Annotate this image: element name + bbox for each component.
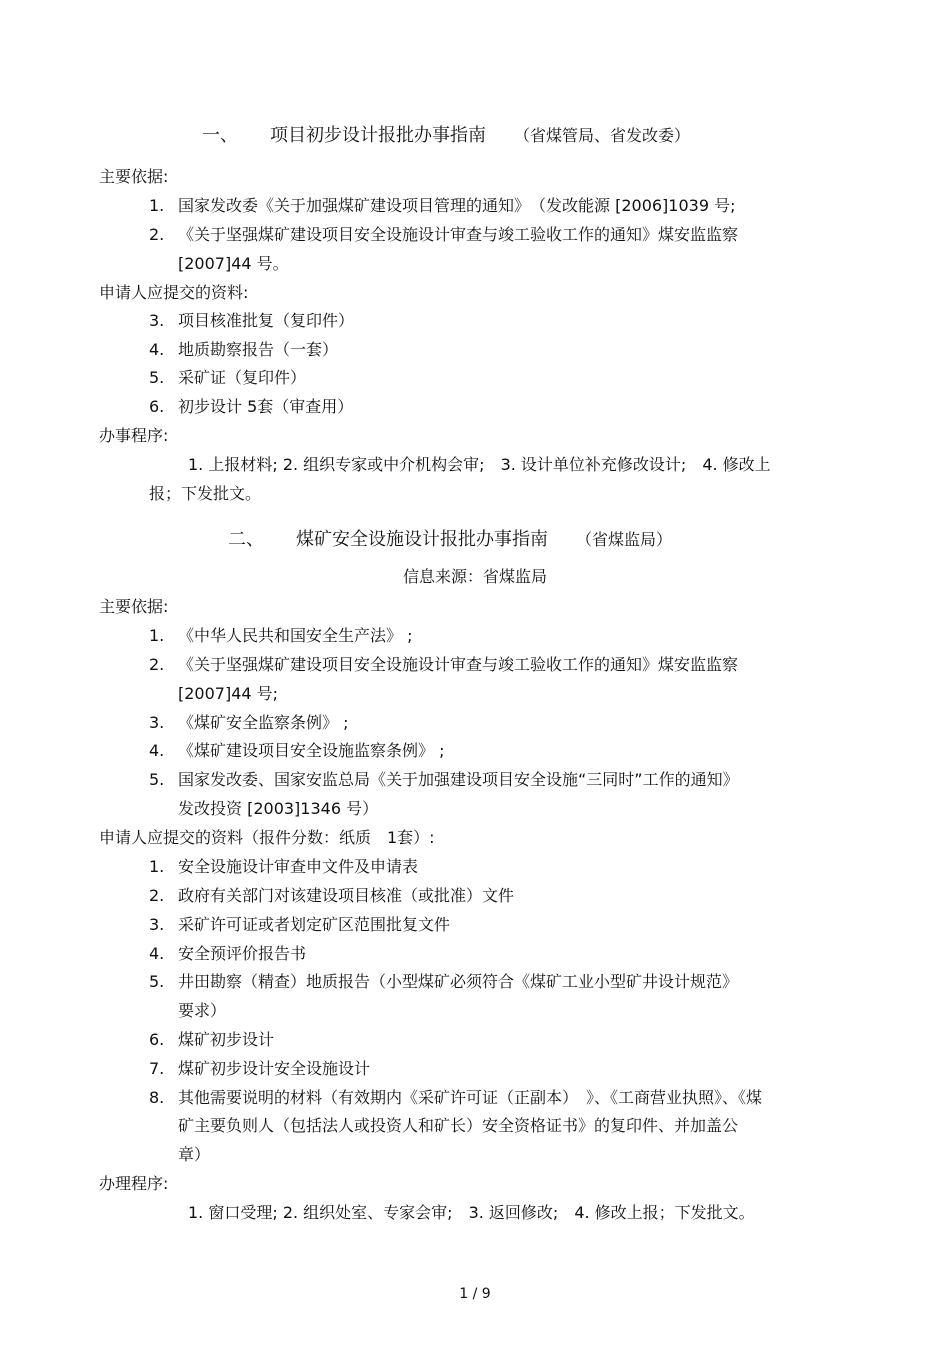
section1-procedure-line2: 报；下发批文。 [149,484,262,503]
section1-material-item-3: 3. 项目核准批复（复印件） [149,311,355,330]
section2-procedure-label: 办理程序: [99,1174,169,1193]
section2-material-item-8: 8. 其他需要说明的材料（有效期内《采矿许可证（正副本） 》、《工商营业执照》、《煤 [149,1088,763,1107]
section2-material-item-8-cont2: 章） [178,1145,211,1164]
section2-basis-item-1: 1. 《中华人民共和国安全生产法》 ; [149,626,413,645]
section2-material-item-6: 6. 煤矿初步设计 [149,1030,275,1049]
section1-basis-label: 主要依据: [99,167,169,186]
section2-materials-label: 申请人应提交的资料（报件分数：纸质 1套）: [99,828,435,847]
section2-basis-item-4: 4. 《煤矿建设项目安全设施监察条例》 ; [149,741,445,760]
section2-material-item-1: 1. 安全设施设计审查申文件及申请表 [149,857,419,876]
section2-material-item-4: 4. 安全预评价报告书 [149,944,307,963]
section2-material-item-3: 3. 采矿许可证或者划定矿区范围批复文件 [149,915,451,934]
section2-source: 信息来源：省煤监局 [402,567,547,586]
section2-basis-item-2-cont: [2007]44 号; [178,684,279,703]
section2-material-item-5: 5. 井田勘察（精查）地质报告（小型煤矿必须符合《煤矿工业小型矿井设计规范》 [149,972,739,991]
section1-basis-item-2: 2. 《关于坚强煤矿建设项目安全设施设计审查与竣工验收工作的通知》煤安监监察 [149,225,739,244]
section2-material-item-8-cont: 矿主要负则人（包括法人或投资人和矿长）安全资格证书》的复印件、并加盖公 [178,1116,739,1135]
section1-authority: （省煤管局、省发改委） [514,126,691,145]
section1-material-item-6: 6. 初步设计 5套（审查用） [149,397,354,416]
section1-procedure-label: 办事程序: [99,426,169,445]
section1-materials-label: 申请人应提交的资料: [99,283,249,302]
section2-basis-item-5: 5. 国家发改委、国家安监总局《关于加强建设项目安全设施“三同时”工作的通知》 [149,770,739,789]
section2-number: 二、 [228,529,264,550]
section2-material-item-2: 2. 政府有关部门对该建设项目核准（或批准）文件 [149,886,515,905]
section1-basis-item-1: 1. 国家发改委《关于加强煤矿建设项目管理的通知》 （发改能源 [2006]1039 号; [149,196,736,215]
section2-heading [228,530,672,550]
section2-basis-item-2: 2. 《关于坚强煤矿建设项目安全设施设计审查与竣工验收工作的通知》煤安监监察 [149,655,739,674]
section2-basis-item-5-cont: 发改投资 [2003]1346 号） [178,799,379,818]
section2-title: 煤矿安全设施设计报批办事指南 [296,529,548,550]
page-number: 1 / 9 [459,1286,491,1302]
section2-basis-label: 主要依据: [99,597,169,616]
section1-material-item-5: 5. 采矿证（复印件） [149,368,307,387]
section1-material-item-4: 4. 地质勘察报告（一套） [149,340,339,359]
section1-procedure-line1: 1. 上报材料; 2. 组织专家或中介机构会审; 3. 设计单位补充修改设计; 4. 修改上 [188,455,771,474]
section2-authority: （省煤监局） [576,530,673,549]
section1-number: 一、 [202,125,238,146]
section2-material-item-5-cont: 要求） [178,1001,227,1020]
section1-basis-item-2-cont: [2007]44 号。 [178,254,289,273]
section2-basis-item-3: 3. 《煤矿安全监察条例》 ; [149,713,349,732]
section1-heading [202,126,690,146]
section1-title: 项目初步设计报批办事指南 [270,125,486,146]
section2-procedure-line1: 1. 窗口受理; 2. 组织处室、专家会审; 3. 返回修改; 4. 修改上报；下发批文。 [188,1203,755,1222]
section2-material-item-7: 7. 煤矿初步设计安全设施设计 [149,1059,371,1078]
